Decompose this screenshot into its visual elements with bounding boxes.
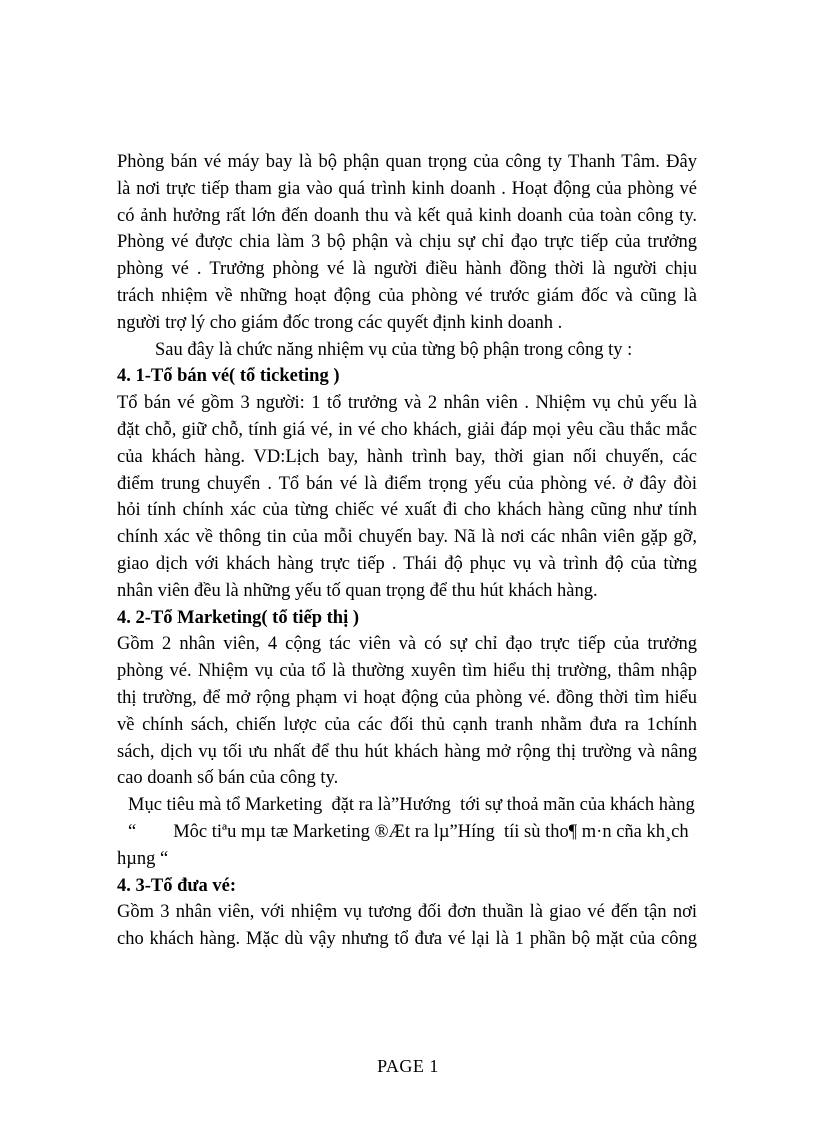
- text-line: cao doanh số bán của công ty.: [117, 768, 339, 789]
- text-line: nhân viên đều là những yếu tố quan trọng để thu hút khách hàng.: [117, 580, 598, 601]
- text-line: Tổ bán vé gồm 3 người: 1 tổ trưởng và 2 nhân viên . Nhiệm vụ chủ yếu là: [117, 393, 697, 414]
- text-line: người trợ lý cho giám đốc trong các quyết định kinh doanh .: [117, 312, 563, 333]
- intro-paragraph: [117, 149, 697, 337]
- text-line: Sau đây là chức năng nhiệm vụ của từng bộ phận trong công ty :: [155, 339, 633, 360]
- text-line: thị trường, để mở rộng phạm vi hoạt động của phòng vé. đồng thời tìm hiểu: [117, 687, 697, 708]
- text-line: là nơi trực tiếp tham gia vào quá trình kinh doanh . Hoạt động của phòng vé: [117, 178, 697, 199]
- text-line: cho khách hàng. Mặc dù vậy nhưng tổ đưa vé lại là 1 phần bộ mặt của công: [117, 929, 697, 950]
- text-line: phòng vé . Trưởng phòng vé là người điều hành đồng thời là người chịu: [117, 259, 697, 280]
- text-line: có ảnh hưởng rất lớn đến doanh thu và kết quả kinh doanh của toàn công ty.: [117, 205, 697, 226]
- text-line: của khách hàng. VD:Lịch bay, hành trình bay, thời gian nối chuyến, các: [117, 446, 697, 467]
- transition-paragraph: [117, 337, 697, 364]
- text-line: đặt chỗ, giữ chỗ, tính giá vé, in vé cho khách, giải đáp mọi yêu cầu thắc mắc: [117, 419, 697, 440]
- text-line: giao dịch với khách hàng trực tiếp . Thái độ phục vụ và trình độ của từng: [117, 553, 697, 574]
- text-line: về chính sách, chiến lược của các đối thủ cạnh tranh nhằm đưa ra 1chính: [117, 714, 697, 735]
- marketing-goal-paragraph: [117, 792, 697, 872]
- text-line: Gồm 2 nhân viên, 4 cộng tác viên và có sự chỉ đạo trực tiếp của trưởng: [117, 634, 697, 655]
- section-heading-marketing: 4. 2-Tổ Marketing( tổ tiếp thị ): [117, 607, 360, 628]
- text-line: Mục tiêu mà tổ Marketing đặt ra là”Hướng tới sự thoả mãn của khách hàng: [128, 795, 695, 816]
- ticketing-paragraph: [117, 390, 697, 604]
- section-heading-ticketing: 4. 1-Tổ bán vé( tổ ticketing ): [117, 366, 340, 387]
- text-line: hµng “: [117, 848, 169, 869]
- text-line: điểm trung chuyển . Tổ bán vé là điểm trọng yếu của phòng vé. ở đây đòi: [117, 473, 697, 494]
- text-line: chính xác về thông tin của mỗi chuyến bay. Nã là nơi các nhân viên gặp gỡ,: [117, 527, 697, 548]
- text-line: sách, dịch vụ tối ưu nhất để thu hút khách hàng mở rộng thị trường và nâng: [117, 741, 697, 762]
- text-line: trách nhiệm về những hoạt động của phòng vé trước giám đốc và cũng là: [117, 285, 697, 306]
- text-line: Phòng vé được chia làm 3 bộ phận và chịu sự chỉ đạo trực tiếp của trưởng: [117, 232, 697, 253]
- text-line: phòng vé. Nhiệm vụ của tổ là thường xuyên tìm hiểu thị trường, thâm nhập: [117, 661, 697, 682]
- page-content: [117, 149, 697, 953]
- text-line: hỏi tính chính xác của từng chiếc vé xuất đi cho khách hàng cũng như tính: [117, 500, 697, 521]
- page-number-footer: PAGE 1: [377, 1056, 439, 1076]
- text-line: “ Môc tiªu mµ tæ Marketing ®Æt ra lµ”Híng tíi sù tho¶ m·n cña kh¸ch: [128, 821, 689, 842]
- text-line: Gồm 3 nhân viên, với nhiệm vụ tương đối đơn thuần là giao vé đến tận nơi: [117, 902, 697, 923]
- delivery-paragraph: [117, 899, 697, 953]
- section-heading-delivery: 4. 3-Tổ đưa vé:: [117, 875, 237, 896]
- text-line: Phòng bán vé máy bay là bộ phận quan trọng của công ty Thanh Tâm. Đây: [117, 152, 697, 172]
- marketing-paragraph: [117, 631, 697, 792]
